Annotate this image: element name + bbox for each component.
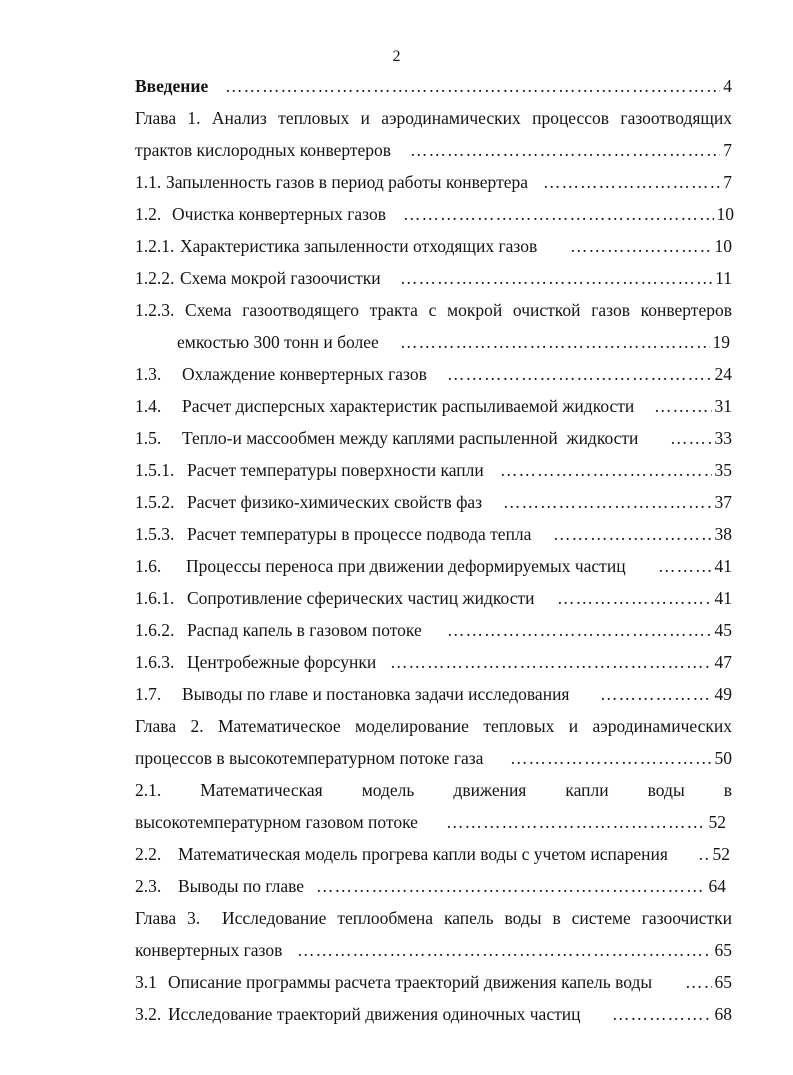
toc-number: 1.2.2. [135,268,175,288]
toc-title: Выводы по главе [178,876,305,896]
toc-entry [0,649,793,675]
toc-entry [0,681,793,707]
toc-title: конвертерных газов [135,940,283,960]
toc-page: 4 [723,76,732,96]
toc-title: трактов кислородных конвертеров [135,140,392,160]
toc-page: 7 [723,140,732,160]
toc-leader [410,137,720,163]
toc-number: 1.6.3. [135,652,175,672]
toc-leader [510,745,712,771]
toc-page: 64 [708,876,726,896]
toc-number: 2.2. [135,844,162,864]
toc-entry-chapter2-line2 [0,745,793,771]
toc-entry [0,425,793,451]
toc-word: Математическая [200,780,323,800]
toc-entry [0,489,793,515]
toc-entry-intro [0,73,793,99]
toc-title: Расчет физико-химических свойств фаз [187,492,483,512]
toc-title: процессов в высокотемпературном потоке газа [135,748,484,768]
toc-page: 7 [723,172,732,192]
toc-leader [500,457,712,483]
toc-page: 24 [714,364,732,384]
toc-number: 1.3. [135,364,162,384]
toc-page: 10 [716,204,734,224]
toc-page: 45 [714,620,732,640]
toc-page: 19 [712,332,730,352]
toc-entry [0,617,793,643]
toc-leader [557,585,712,611]
toc-page: 33 [714,428,732,448]
toc-leader [503,489,712,515]
toc-page: 68 [714,1004,732,1024]
toc-entry [0,393,793,419]
toc-title: Описание программы расчета траекторий движения капель воды [168,972,653,992]
toc-number: 3.2. [135,1004,162,1024]
toc-leader [698,841,710,867]
toc-page: 41 [714,588,732,608]
toc-entry [0,457,793,483]
toc-page: 65 [714,940,732,960]
toc-entry-chapter3-line1 [0,905,793,931]
toc-page: 65 [714,972,732,992]
toc-entry [0,585,793,611]
toc-number: 1.7. [135,684,162,704]
toc-number: 1.5.1. [135,460,175,480]
toc-leader [316,873,706,899]
toc-word: капли [565,780,609,800]
toc-page: 37 [714,492,732,512]
toc-title: Глава 3. Исследование теплообмена капель воды в системе газоочистки [135,908,732,928]
toc-word: воды [647,780,685,800]
toc-title: Глава 1. Анализ тепловых и аэродинамических процессов газоотводящих [135,108,732,128]
toc-leader [400,265,712,291]
toc-title: Центробежные форсунки [187,652,377,672]
toc-number: 2.3. [135,876,162,896]
toc-entry [0,873,793,899]
table-of-contents [0,73,793,1063]
toc-entry [0,969,793,995]
page-number: 2 [392,48,401,65]
toc-number: 1.5.2. [135,492,175,512]
toc-number: 1.5.3. [135,524,175,544]
toc-leader [612,1001,712,1027]
toc-title: Расчет температуры поверхности капли [187,460,484,480]
toc-leader [670,425,712,451]
toc-leader [553,521,712,547]
toc-number: 3.1 [135,972,157,992]
toc-title: Исследование траекторий движения одиночных частиц [168,1004,581,1024]
toc-title: Очистка конвертерных газов [172,204,386,224]
toc-number: 1.6. [135,556,162,576]
toc-entry [0,1001,793,1027]
toc-entry [0,233,793,259]
toc-entry-chapter2-line1 [0,713,793,739]
toc-title: Охлаждение конвертерных газов [182,364,427,384]
toc-word: модель [361,780,415,800]
toc-entry [0,521,793,547]
toc-word: 2.1. [135,780,162,800]
toc-entry [0,265,793,291]
toc-page: 35 [714,460,732,480]
toc-title: Расчет температуры в процессе подвода тепла [187,524,532,544]
toc-title: высокотемпературном газовом потоке [135,812,418,832]
toc-title: Математическая модель прогрева капли воды с учетом испарения [178,844,668,864]
toc-number: 1.6.2. [135,620,175,640]
toc-page: 49 [714,684,732,704]
toc-entry-chapter3-line2 [0,937,793,963]
toc-title: Процессы переноса при движении деформируемых частиц [186,556,626,576]
toc-entry [0,553,793,579]
toc-leader [658,553,712,579]
toc-page: 47 [714,652,732,672]
toc-word: движения [453,780,527,800]
toc-page: 41 [714,556,732,576]
toc-leader [390,649,712,675]
toc-page: 38 [714,524,732,544]
toc-leader [654,393,712,419]
toc-entry [0,361,793,387]
toc-number: 1.1. [135,172,162,192]
toc-entry-1-2-3-line2 [0,329,793,355]
toc-leader [543,169,720,195]
toc-entry-chapter1-line1 [0,105,793,131]
toc-leader [447,617,712,643]
toc-title: Выводы по главе и постановка задачи исследования [182,684,570,704]
toc-page: 11 [715,268,732,288]
toc-title: Введение [135,76,209,96]
toc-title: Запыленность газов в период работы конвертера [166,172,528,192]
toc-page: 52 [712,844,730,864]
toc-entry-chapter1-line2 [0,137,793,163]
toc-title: 1.2.3. Схема газоотводящего тракта с мокрой очисткой газов конвертеров [135,300,732,320]
toc-page: 10 [714,236,732,256]
toc-number: 1.4. [135,396,162,416]
toc-title: Тепло-и массообмен между каплями распыленной жидкости [182,428,639,448]
toc-leader [403,201,714,227]
toc-entry-1-2-3-line1 [0,297,793,323]
toc-number: 1.6.1. [135,588,175,608]
toc-title: емкостью 300 тонн и более [177,332,379,352]
toc-entry-2-1-line2 [0,809,793,835]
toc-leader [400,329,710,355]
toc-title: Характеристика запыленности отходящих газов [180,236,538,256]
toc-title: Расчет дисперсных характеристик распыливаемой жидкости [182,396,635,416]
toc-leader [570,233,712,259]
toc-entry-2-1-line1 [135,777,732,803]
toc-leader [685,969,712,995]
toc-leader [297,937,712,963]
toc-leader [225,73,720,99]
toc-title: Сопротивление сферических частиц жидкости [187,588,535,608]
toc-title: Глава 2. Математическое моделирование тепловых и аэродинамических [135,716,732,736]
toc-page: 50 [714,748,732,768]
toc-word: в [723,780,732,800]
toc-page: 52 [708,812,726,832]
toc-number: 1.2.1. [135,236,175,256]
toc-page: 31 [714,396,732,416]
toc-number: 1.2. [135,204,162,224]
toc-entry [0,169,793,195]
toc-entry [0,841,793,867]
toc-leader [600,681,712,707]
toc-leader [446,809,706,835]
toc-title: Схема мокрой газоочистки [180,268,381,288]
toc-leader [447,361,712,387]
toc-entry [0,201,793,227]
toc-title: Распад капель в газовом потоке [187,620,422,640]
toc-number: 1.5. [135,428,162,448]
